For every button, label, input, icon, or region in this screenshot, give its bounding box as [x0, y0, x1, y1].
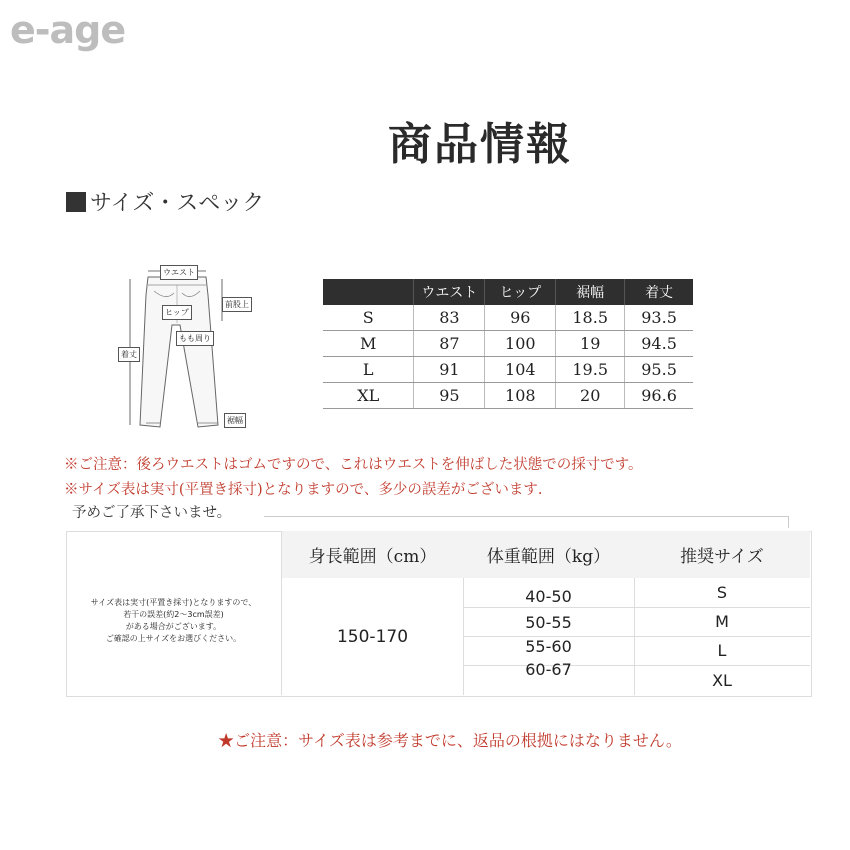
header-recommended-size: 推奨サイズ — [634, 531, 810, 578]
size-cell: M — [323, 331, 414, 357]
note-measurement-error: ※サイズ表は実寸(平置き採寸)となりますので、多少の誤差がございます. — [64, 482, 543, 498]
table-cell: 96 — [485, 305, 556, 331]
disclaimer-note: ★ご注意：サイズ表は参考までに、返品の根拠にはなりません。 — [218, 731, 682, 750]
table-cell: 95.5 — [625, 357, 693, 383]
table-cell: 94.5 — [625, 331, 693, 357]
table-cell: 18.5 — [556, 305, 625, 331]
table-cell: 19.5 — [556, 357, 625, 383]
size-spec-table — [323, 279, 693, 409]
table-row — [323, 383, 693, 409]
desc-line: サイズ表は実寸(平置き採寸)となりますので、 — [90, 598, 257, 607]
label-hem: 裾幅 — [224, 413, 246, 428]
table-cell: 20 — [556, 383, 625, 409]
size-value: L — [717, 641, 727, 660]
size-value: M — [715, 612, 729, 631]
note-acknowledge: 予めご了承下さいませ。 — [72, 505, 232, 521]
spec-header-cell: 着丈 — [625, 279, 693, 305]
table-cell: 83 — [414, 305, 485, 331]
spec-header-cell: ウエスト — [414, 279, 485, 305]
table-cell: 100 — [485, 331, 556, 357]
divider-line — [264, 516, 788, 517]
desc-line: 若干の誤差(約2～3cm誤差) — [123, 610, 224, 619]
pants-diagram — [108, 255, 258, 435]
size-value: S — [716, 583, 728, 602]
table-cell: 104 — [485, 357, 556, 383]
square-bullet-icon — [66, 192, 86, 212]
label-thigh: もも周り — [176, 331, 214, 346]
table-cell: 19 — [556, 331, 625, 357]
table-cell: 95 — [414, 383, 485, 409]
page-title: 商品情報 — [388, 119, 572, 170]
spec-header-cell: 裾幅 — [556, 279, 625, 305]
spec-header-cell: ヒップ — [485, 279, 556, 305]
table-cell: 87 — [414, 331, 485, 357]
height-range-value: 150-170 — [336, 626, 409, 647]
size-cell: L — [323, 357, 414, 383]
section-heading-text: サイズ・スペック — [90, 191, 265, 216]
header-weight-range: 体重範囲（kg） — [463, 531, 634, 578]
header-height-range: 身長範囲（cm） — [282, 531, 463, 578]
table-cell: 91 — [414, 357, 485, 383]
weight-value: 55-60 — [525, 636, 572, 656]
weight-value: 40-50 — [525, 586, 572, 606]
table-cell: 108 — [485, 383, 556, 409]
label-hip: ヒップ — [162, 305, 192, 320]
brand-logo: e-age — [10, 8, 126, 52]
desc-line: がある場合がございます。 — [125, 622, 222, 631]
table-row — [323, 305, 693, 331]
table-row — [323, 357, 693, 383]
label-waist: ウエスト — [160, 265, 198, 280]
weight-value: 60-67 — [525, 659, 572, 679]
spec-header-row — [323, 279, 693, 305]
size-cell: XL — [323, 383, 414, 409]
label-rise: 前股上 — [222, 297, 252, 312]
table-cell: 93.5 — [625, 305, 693, 331]
weight-value: 50-55 — [525, 612, 572, 632]
note-waist-elastic: ※ご注意：後ろウエストはゴムですので、これはウエストを伸ばした状態での採寸です。 — [64, 457, 643, 473]
size-cell: S — [323, 305, 414, 331]
table-row — [323, 331, 693, 357]
recommend-description — [66, 531, 282, 695]
label-length: 着丈 — [118, 347, 140, 362]
divider-line — [788, 516, 789, 528]
size-value: XL — [712, 670, 732, 690]
table-cell: 96.6 — [625, 383, 693, 409]
section-heading — [66, 186, 264, 217]
desc-line: ご確認の上サイズをお選びください。 — [105, 634, 242, 643]
spec-header-cell — [323, 279, 414, 305]
